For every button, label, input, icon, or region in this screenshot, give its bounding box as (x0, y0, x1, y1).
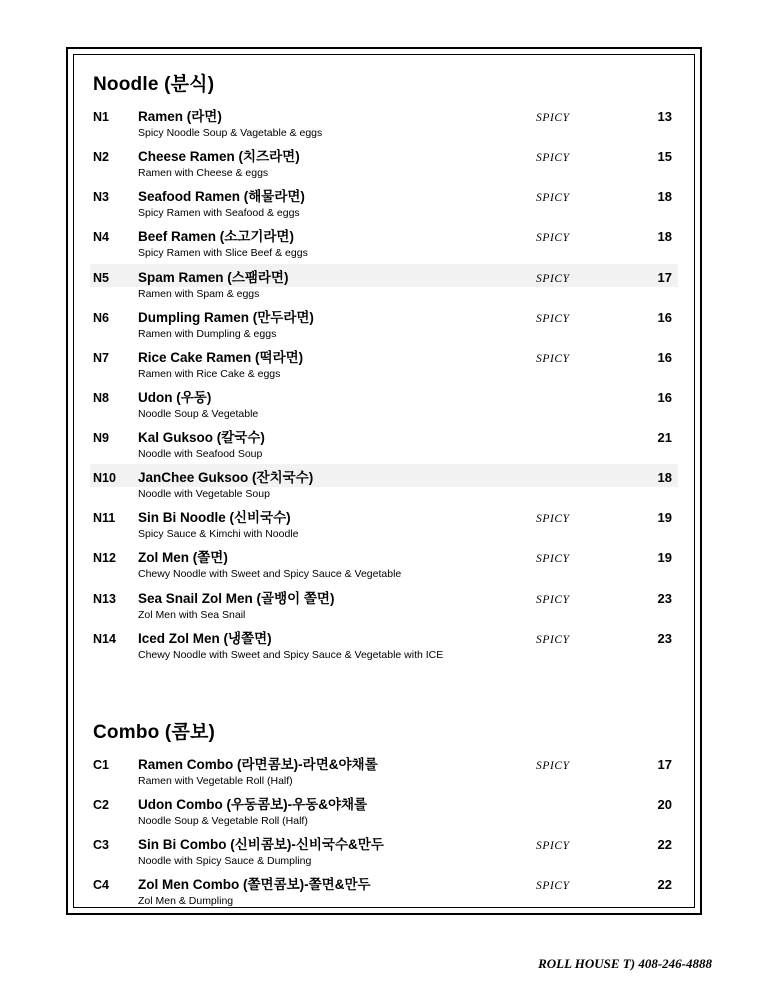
menu-item-row (90, 831, 678, 854)
menu-item-row (90, 344, 678, 367)
menu-item (90, 544, 678, 584)
menu-item-row (90, 585, 678, 608)
menu-item-row (90, 751, 678, 774)
item-name: Rice Cake Ramen (떡라면) (138, 349, 304, 365)
item-name: Ramen Combo (라면콤보)-라면&야채롤 (138, 756, 378, 772)
item-price: 20 (657, 796, 672, 812)
item-code: N1 (93, 110, 109, 124)
item-description: Ramen with Vegetable Roll (Half) (138, 774, 293, 787)
item-code: C4 (93, 878, 109, 893)
item-code: N12 (93, 551, 116, 566)
item-name: Spam Ramen (스팸라면) (138, 269, 289, 285)
menu-item (90, 183, 678, 223)
menu-item-row (90, 791, 678, 814)
item-name: Cheese Ramen (치즈라면) (138, 149, 300, 165)
item-code: N8 (93, 390, 109, 405)
item-name: Zol Men (쫄면) (138, 550, 228, 566)
item-price: 23 (657, 630, 672, 646)
item-price: 16 (657, 389, 672, 405)
item-name: Kal Guksoo (칼국수) (138, 430, 265, 445)
item-code: N5 (93, 270, 109, 285)
menu-item (90, 585, 678, 625)
combo-item-list (90, 751, 678, 912)
item-description: Spicy Sauce & Kimchi with Noodle (138, 528, 299, 541)
menu-item (90, 464, 678, 504)
menu-item-row (90, 143, 678, 166)
item-price: 18 (657, 229, 672, 245)
noodle-item-list (90, 103, 678, 665)
menu-item-row (90, 504, 678, 527)
item-description: Ramen with Rice Cake & eggs (138, 367, 281, 380)
item-name: Sin Bi Noodle (신비국수) (138, 510, 291, 526)
item-name: Ramen (라면) (138, 109, 222, 124)
spicy-label: SPICY (536, 352, 570, 365)
spicy-label: SPICY (536, 272, 570, 285)
menu-item-row (90, 384, 678, 407)
spicy-label: SPICY (536, 840, 570, 852)
spicy-label: SPICY (536, 312, 570, 325)
menu-item-row (90, 304, 678, 327)
menu-item-row (90, 424, 678, 447)
item-description: Spicy Ramen with Seafood & eggs (138, 207, 300, 220)
item-code: N14 (93, 631, 116, 646)
item-price: 22 (657, 837, 672, 852)
spicy-label: SPICY (536, 880, 570, 893)
item-price: 23 (657, 590, 672, 606)
menu-section-combo (90, 717, 678, 912)
menu-item (90, 791, 678, 831)
item-code: N6 (93, 310, 109, 325)
menu-item (90, 264, 678, 304)
menu-item-row (90, 464, 678, 487)
menu-item (90, 831, 678, 871)
item-name: Udon Combo (우동콤보)-우동&야채롤 (138, 796, 368, 812)
item-code: N13 (93, 591, 116, 606)
item-price: 15 (657, 149, 672, 165)
menu-item (90, 504, 678, 544)
item-code: C3 (93, 838, 109, 852)
item-name: Iced Zol Men (냉쫄면) (138, 630, 272, 646)
item-code: N3 (93, 190, 109, 205)
item-code: N2 (93, 150, 109, 165)
item-description: Ramen with Spam & eggs (90, 287, 678, 304)
menu-item (90, 424, 678, 464)
item-code: C2 (93, 797, 109, 812)
spicy-label: SPICY (536, 192, 570, 205)
menu-item (90, 223, 678, 263)
item-description: Noodle with Spicy Sauce & Dumpling (138, 855, 312, 867)
item-code: N10 (93, 471, 116, 486)
item-code: N4 (93, 230, 109, 245)
item-name: Udon (우동) (138, 389, 212, 405)
item-price: 18 (657, 470, 672, 486)
spicy-label: SPICY (536, 633, 570, 646)
item-description: Zol Men & Dumpling (138, 895, 234, 908)
item-description: Zol Men with Sea Snail (138, 608, 246, 621)
item-description: Noodle with Seafood Soup (138, 448, 263, 460)
item-description: Noodle Soup & Vegetable (138, 407, 259, 420)
menu-item-row (90, 871, 678, 894)
item-code: N11 (93, 511, 116, 526)
item-price: 19 (657, 550, 672, 566)
item-price: 17 (657, 269, 672, 285)
item-description: Spicy Ramen with Slice Beef & eggs (138, 247, 308, 260)
item-description: Noodle Soup & Vegetable Roll (Half) (138, 814, 308, 827)
item-price: 19 (657, 510, 672, 526)
menu-item-row (90, 544, 678, 567)
spicy-label: SPICY (536, 112, 570, 124)
item-price: 18 (657, 189, 672, 205)
item-code: N9 (93, 431, 109, 445)
menu-item (90, 304, 678, 344)
item-code: N7 (93, 350, 109, 365)
item-description: Chewy Noodle with Sweet and Spicy Sauce & Vegetable with ICE (138, 648, 444, 661)
item-price: 22 (657, 877, 672, 893)
item-price: 16 (657, 349, 672, 365)
section-spacer (90, 665, 678, 717)
menu-item-row (90, 103, 678, 126)
section-title-combo: Combo (콤보) (93, 721, 216, 743)
menu-item (90, 344, 678, 384)
menu-item (90, 384, 678, 424)
item-name: Dumpling Ramen (만두라면) (138, 309, 314, 325)
menu-item-row (90, 264, 678, 287)
item-name: Beef Ramen (소고기라면) (138, 229, 294, 245)
menu-item (90, 625, 678, 665)
menu-item-row (90, 223, 678, 246)
item-name: Sea Snail Zol Men (골뱅이 쫄면) (138, 590, 335, 606)
footer-contact: ROLL HOUSE T) 408-246-4888 (538, 956, 712, 971)
menu-item (90, 871, 678, 911)
item-price: 13 (657, 109, 672, 124)
spicy-label: SPICY (536, 152, 570, 165)
item-name: Sin Bi Combo (신비콤보)-신비국수&만두 (138, 837, 384, 852)
item-description: Ramen with Cheese & eggs (138, 167, 269, 180)
item-name: Seafood Ramen (해물라면) (138, 189, 305, 205)
item-code: C1 (93, 757, 109, 772)
item-description: Spicy Noodle Soup & Vagetable & eggs (138, 127, 323, 139)
item-price: 16 (657, 309, 672, 325)
menu-item (90, 143, 678, 183)
menu-item-row (90, 625, 678, 648)
spicy-label: SPICY (536, 513, 570, 526)
item-price: 21 (657, 430, 672, 445)
menu-item (90, 751, 678, 791)
spicy-label: SPICY (536, 232, 570, 245)
spicy-label: SPICY (536, 759, 570, 772)
item-name: JanChee Guksoo (잔치국수) (138, 470, 314, 486)
menu-content (66, 47, 702, 915)
item-description: Chewy Noodle with Sweet and Spicy Sauce & Vegetable (138, 568, 402, 581)
item-description: Noodle with Vegetable Soup (90, 487, 678, 504)
item-description: Ramen with Dumpling & eggs (138, 327, 277, 340)
menu-item-row (90, 183, 678, 206)
menu-item (90, 103, 678, 143)
spicy-label: SPICY (536, 553, 570, 566)
section-title-noodle: Noodle (분식) (93, 74, 215, 95)
item-name: Zol Men Combo (쫄면콤보)-쫄면&만두 (138, 877, 371, 893)
menu-section-noodle (90, 69, 678, 665)
spicy-label: SPICY (536, 593, 570, 606)
item-price: 17 (657, 756, 672, 772)
